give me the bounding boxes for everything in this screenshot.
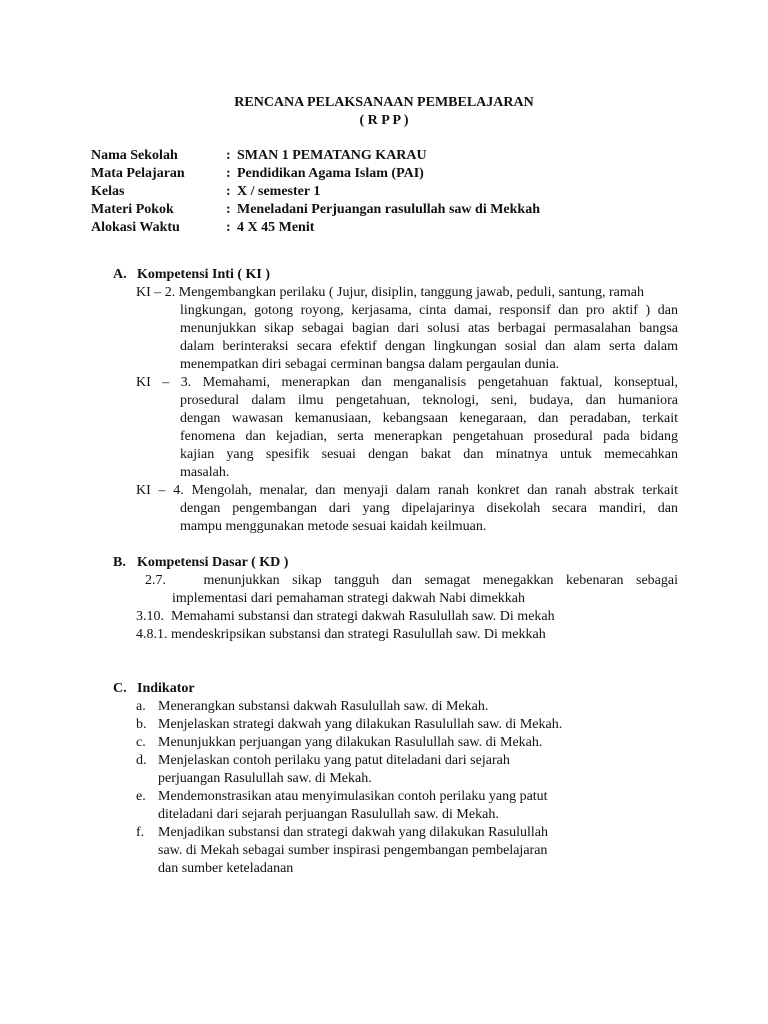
indicator-text: Menunjukkan perjuangan yang dilakukan Rasulullah saw. di Mekah.: [158, 735, 543, 750]
indicator-text: dan sumber keteladanan: [158, 861, 294, 876]
indicator-text: diteladani dari sejarah perjuangan Rasulullah saw. di Mekah.: [158, 807, 499, 822]
meta-colon: :: [226, 148, 231, 163]
meta-value: X / semester 1: [237, 184, 321, 199]
indicator-text: Menerangkan substansi dakwah Rasulullah saw. di Mekah.: [158, 699, 489, 714]
section-title: Indikator: [137, 681, 195, 696]
indicator-letter: b.: [136, 717, 147, 732]
document-subtitle: ( R P P ): [359, 113, 409, 128]
kd-2-7-continuation: [172, 590, 678, 608]
indicator-letter: a.: [136, 699, 146, 714]
indicator-text: Menjelaskan strategi dakwah yang dilakukan Rasulullah saw. di Mekah.: [158, 717, 563, 732]
kd-line: 4.8.1. mendeskripsikan substansi dan strategi Rasulullah saw. Di mekkah: [136, 627, 546, 642]
indicator-text: perjuangan Rasulullah saw. di Mekah.: [158, 771, 372, 786]
indicator-text: Menjelaskan contoh perilaku yang patut diteladani dari sejarah: [158, 753, 510, 768]
ki-4-continuation: [180, 500, 678, 536]
section-letter: B.: [113, 555, 126, 570]
ki-line: KI – 3. Memahami, menerapkan dan menganalisis pengetahuan faktual, konseptual,: [136, 375, 678, 390]
section-b-heading: [113, 554, 288, 572]
indicator-letter: e.: [136, 789, 146, 804]
indicator-letter: c.: [136, 735, 146, 750]
meta-colon: :: [226, 184, 231, 199]
kd-3-10: [136, 608, 678, 626]
section-letter: C.: [113, 681, 127, 696]
kd-4-8-1: [136, 626, 678, 644]
ki-line: menempatkan diri sebagai cerminan bangsa dalam pergaulan dunia.: [180, 357, 560, 372]
ki-2-paragraph: [136, 284, 678, 302]
ki-line: dengan wawasan kemanusiaan, kebangsaan kenegaraan, dan peradaban, terkait: [180, 411, 678, 426]
indicator-letter: d.: [136, 753, 147, 768]
ki-line: mampu menggunakan metode sesuai kaidah keilmuan.: [180, 519, 487, 534]
section-c-heading: [113, 680, 195, 698]
ki-line: fenomena dan kejadian, serta menerapkan pengetahuan prosedural pada bidang: [180, 429, 678, 444]
section-a-heading: [113, 266, 270, 284]
indicator-text: saw. di Mekah sebagai sumber inspirasi pengembangan pembelajaran: [158, 843, 548, 858]
ki-line: lingkungan, gotong royong, kerjasama, cinta damai, responsif dan pro aktif ) dan: [180, 303, 678, 318]
ki-4-paragraph: [136, 482, 678, 500]
meta-value: 4 X 45 Menit: [237, 220, 315, 235]
document-title: RENCANA PELAKSANAAN PEMBELAJARAN: [234, 95, 534, 110]
identity-table: [91, 147, 540, 237]
ki-line: kajian yang spesifik sesuai dengan bakat dan minatnya untuk memecahkan: [180, 447, 678, 462]
indicator-text: Menjadikan substansi dan strategi dakwah yang dilakukan Rasulullah: [158, 825, 548, 840]
kd-2-7: [145, 572, 678, 590]
ki-line: masalah.: [180, 465, 230, 480]
ki-line: dengan pengembangan dari yang dipelajarinya disekolah secara mandiri, dan: [180, 501, 678, 516]
ki-3-continuation: [180, 392, 678, 482]
meta-colon: :: [226, 202, 231, 217]
ki-3-paragraph: [136, 374, 678, 392]
meta-row: [91, 183, 540, 201]
kd-line: implementasi dari pemahaman strategi dakwah Nabi dimekkah: [172, 591, 525, 606]
indicator-text: Mendemonstrasikan atau menyimulasikan contoh perilaku yang patut: [158, 789, 548, 804]
kd-line: 2.7. menunjukkan sikap tangguh dan semagat menegakkan kebenaran sebagai: [145, 573, 678, 588]
meta-value: Pendidikan Agama Islam (PAI): [237, 166, 424, 181]
meta-row: [91, 165, 540, 183]
meta-label: Kelas: [91, 184, 125, 199]
section-title: Kompetensi Dasar ( KD ): [137, 555, 289, 570]
meta-label: Mata Pelajaran: [91, 166, 185, 181]
meta-label: Nama Sekolah: [91, 148, 178, 163]
meta-label: Materi Pokok: [91, 202, 174, 217]
meta-row: [91, 219, 540, 237]
ki-line: prosedural dalam ilmu pengetahuan, teknologi, seni, budaya, dan humaniora: [180, 393, 678, 408]
section-title: Kompetensi Inti ( KI ): [137, 267, 270, 282]
section-letter: A.: [113, 267, 127, 282]
ki-line: KI – 2. Mengembangkan perilaku ( Jujur, disiplin, tanggung jawab, peduli, santung, ramah: [136, 285, 644, 300]
meta-value: SMAN 1 PEMATANG KARAU: [237, 148, 427, 163]
meta-row: [91, 147, 540, 165]
indicator-letter: f.: [136, 825, 145, 840]
ki-line: dalam berinteraksi secara efektif dengan lingkungan sosial dan alam serta dalam: [180, 339, 678, 354]
meta-label: Alokasi Waktu: [91, 220, 180, 235]
meta-value: Meneladani Perjuangan rasulullah saw di Mekkah: [237, 202, 540, 217]
meta-row: [91, 201, 540, 219]
meta-colon: :: [226, 220, 231, 235]
kd-line: 3.10. Memahami substansi dan strategi dakwah Rasulullah saw. Di mekah: [136, 609, 555, 624]
ki-2-continuation: [180, 302, 678, 374]
ki-line: menunjukkan sikap sebagai bagian dari solusi atas berbagai permasalahan bangsa: [180, 321, 678, 336]
meta-colon: :: [226, 166, 231, 181]
ki-line: KI – 4. Mengolah, menalar, dan menyaji dalam ranah konkret dan ranah abstrak terkait: [136, 483, 678, 498]
